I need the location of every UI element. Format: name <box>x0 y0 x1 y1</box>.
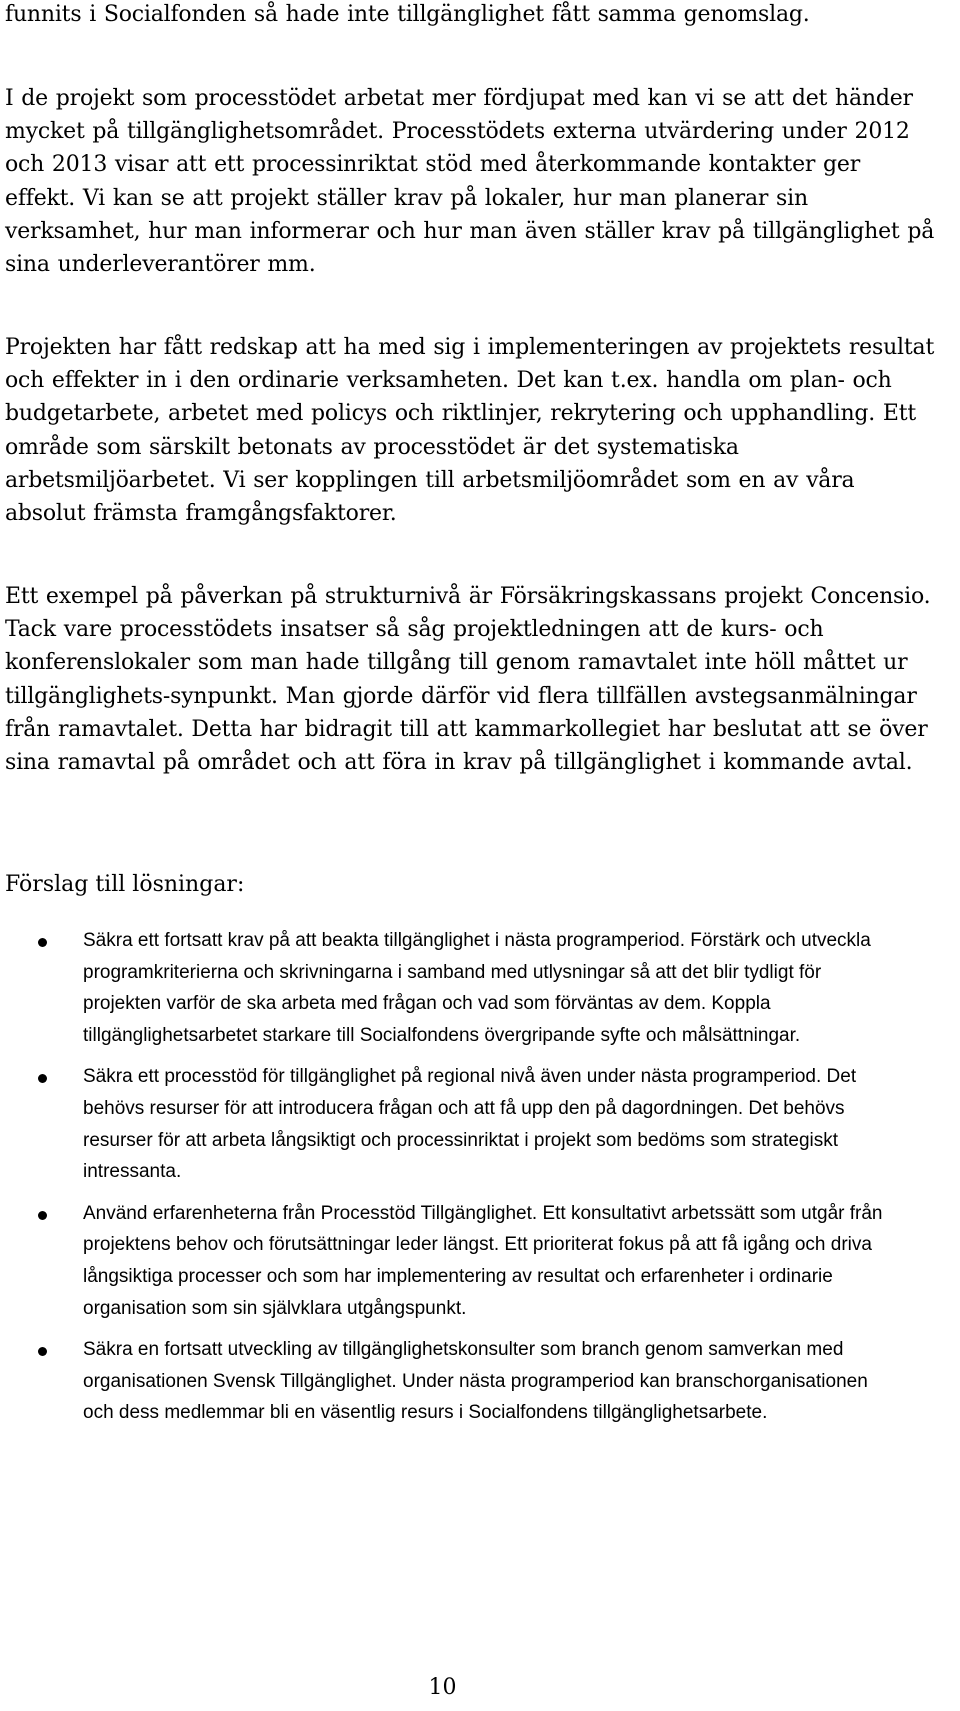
list-item-text: Säkra en fortsatt utveckling av tillgänglighetskonsulter som branch genom samverkan med organisationen Svensk Tillgänglighet. Under nästa programperiod kan branschorganisationen och dess medlemmar bli en väsentlig resurs i Socialfondens tillgänglighetsarbete. <box>83 1339 868 1424</box>
paragraph-process-support: I de projekt som processtödet arbetat mer fördjupat med kan vi se att det händer mycket på tillgänglighetsområdet. Processtödets externa utvärdering under 2012 och 2013 visar att ett processinriktat stöd med återkommande kontakter ger effekt. Vi kan se att projekt ställer krav på lokaler, hur man planerar sin verksamhet, hur man informerar och hur man även ställer krav på tillgänglighet på sina underleverantörer mm. <box>5 86 935 278</box>
paragraph-intro-continuation: funnits i Socialfonden så hade inte tillgänglighet fått samma genomslag. <box>5 2 810 27</box>
bullet-icon <box>38 1074 47 1083</box>
section-heading: Förslag till lösningar: <box>5 872 245 897</box>
paragraph-project-tools: Projekten har fått redskap att ha med sig i implementeringen av projektets resultat och effekter in i den ordinarie verksamheten. Det kan t.ex. handla om plan- och budgetarbete, arbetet med policys och riktlinjer, rekrytering och upphandling. Ett område som särskilt betonats av processtödet är det systematiska arbetsmiljöarbetet. Vi ser kopplingen till arbetsmiljöområdet som en av våra absolut främsta framgångsfaktorer. <box>5 335 935 527</box>
bullet-icon <box>38 1211 47 1220</box>
list-item <box>0 1334 883 1429</box>
bullet-icon <box>38 1347 47 1356</box>
list-item <box>0 925 883 1051</box>
list-item-text: Använd erfarenheterna från Processtöd Tillgänglighet. Ett konsultativt arbetssätt som utgår från projektens behov och förutsättningar leder längst. Ett prioriterat fokus på att få igång och driva långsiktiga processer och som har implementering av resultat och erfarenheter i ordinarie organisation som sin självklara utgångspunkt. <box>83 1202 883 1319</box>
list-item <box>0 1061 883 1187</box>
list-item-text: Säkra ett fortsatt krav på att beakta tillgänglighet i nästa programperiod. Förstärk och utveckla programkriterierna och skrivningarna i samband med utlysningar så att det blir tydligt för projekten varför de ska arbeta med frågan och vad som förväntas av dem. Koppla tillgänglighetsarbetet starkare till Socialfondens övergripande syfte och målsättningar. <box>83 930 871 1046</box>
bullet-icon <box>38 938 47 947</box>
solutions-list <box>0 925 960 1439</box>
list-item <box>0 1198 883 1324</box>
page-number: 10 <box>428 1675 457 1700</box>
paragraph-structural-example: Ett exempel på påverkan på strukturnivå är Försäkringskassans projekt Concensio. Tack vare processtödets insatser så såg projektledningen att de kurs- och konferenslokaler som man hade tillgång till genom ramavtalet inte höll måttet ur tillgänglighets-synpunkt. Man gjorde därför vid flera tillfällen avstegsanmälningar från ramavtalet. Detta har bidragit till att kammarkollegiet har beslutat att se över sina ramavtal på området och att föra in krav på tillgänglighet i kommande avtal. <box>5 584 931 776</box>
list-item-text: Säkra ett processtöd för tillgänglighet på regional nivå även under nästa programperiod. Det behövs resurser för att introducera frågan och att få upp den på dagordningen. Det behövs resurser för att arbeta långsiktigt och processinriktat i projekt som bedöms som strategiskt intressanta. <box>83 1066 857 1183</box>
